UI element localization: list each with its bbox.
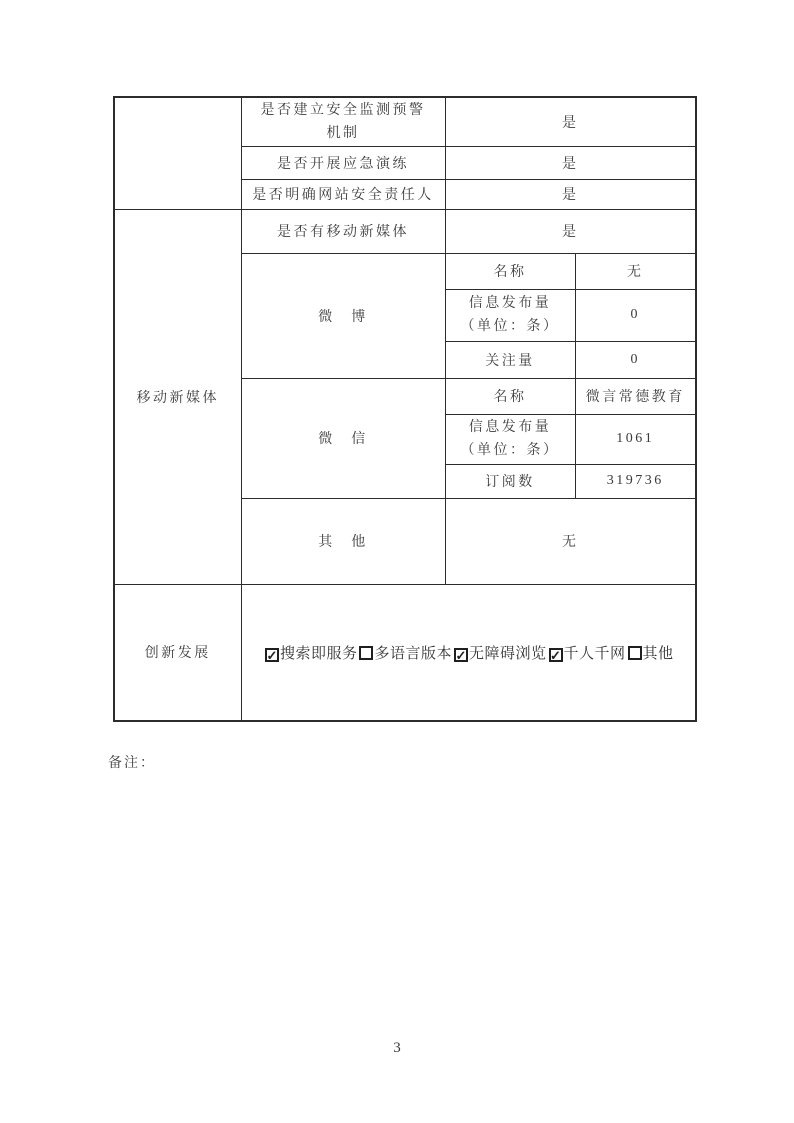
weibo-posts-label [445,289,575,341]
checkbox-checked-icon: ✓ [550,647,561,663]
innovation-option-label: 搜索即服务 [279,645,358,662]
table-row [114,584,696,721]
weixin-posts-label [445,414,575,464]
weibo-followers-value: 0 [575,341,696,378]
weibo-label: 微 博 [241,253,445,378]
security-answer-responsible: 是 [445,179,696,209]
innovation-option-label: 多语言版本 [374,645,452,662]
other-media-label: 其 他 [241,498,445,584]
security-question-responsible: 是否明确网站安全责任人 [241,179,445,209]
has-mobile-answer: 是 [445,209,696,253]
section-label-empty [114,97,241,209]
security-question-monitoring [241,97,445,146]
weibo-name-label: 名称 [445,253,575,289]
question-line-1: 是否建立安全监测预警 [260,102,426,118]
security-answer-drill: 是 [445,146,696,179]
checkbox-checked-icon: ✓ [266,647,278,663]
weixin-label: 微 信 [241,378,445,498]
section-label-innovation: 创新发展 [114,584,241,721]
report-table [113,96,697,722]
table-row [114,97,696,146]
section-label-mobile-media: 移动新媒体 [114,209,241,584]
other-media-value: 无 [445,498,696,584]
checkbox-unchecked-icon [628,646,642,660]
table-row [114,209,696,253]
label-text [446,416,575,462]
weibo-followers-label: 关注量 [445,341,575,378]
label-line-2: （单位：条） [460,319,560,334]
page-number: 3 [393,1040,401,1056]
checkbox-checked-icon: ✓ [455,647,467,663]
question-line-2: 机制 [326,125,360,141]
checkbox-unchecked-icon [359,646,373,660]
innovation-option-label: 千人千网 [563,645,626,662]
innovation-option-label: 无障碍浏览 [468,645,547,662]
weixin-name-label: 名称 [445,378,575,414]
weixin-name-value: 微言常德教育 [575,378,696,414]
weibo-name-value: 无 [575,253,696,289]
question-text [242,99,445,145]
label-line-1: 信息发布量 [468,420,552,435]
innovation-option-label: 其他 [642,645,674,662]
weibo-posts-value: 0 [575,289,696,341]
innovation-options-cell [241,584,696,721]
label-line-2: （单位：条） [460,443,560,458]
security-question-drill: 是否开展应急演练 [241,146,445,179]
innovation-options-line [242,642,696,663]
security-answer-monitoring: 是 [445,97,696,146]
weixin-subscribers-value: 319736 [575,464,696,498]
label-line-1: 信息发布量 [468,296,552,311]
note-label: 备注： [108,756,156,771]
label-text [446,292,575,338]
has-mobile-question: 是否有移动新媒体 [241,209,445,253]
weixin-subscribers-label: 订阅数 [445,464,575,498]
weixin-posts-value: 1061 [575,414,696,464]
